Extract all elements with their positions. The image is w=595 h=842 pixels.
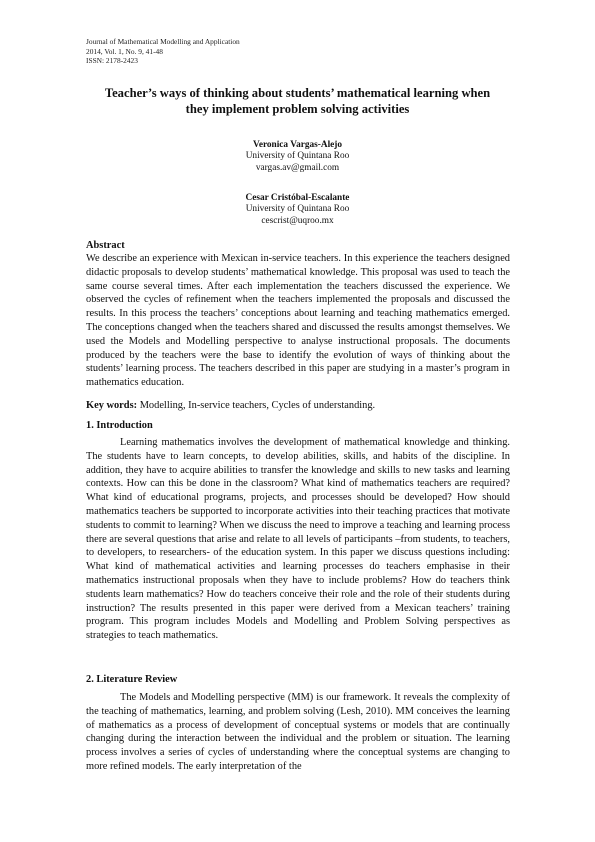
section-heading-literature-review: 2. Literature Review — [86, 674, 178, 685]
paper-title — [60, 86, 535, 117]
journal-issn: ISSN: 2178-2423 — [86, 56, 138, 66]
section-text-literature-review: The Models and Modelling perspective (MM) is our framework. It reveals the complexity of the teaching of mathematics, learning, and problem solving (Lesh, 2010). MM conceives the learning of mathematics as a process of development of conceptual systems or models that are continually changing during the interaction between the individual and the problem or situation. The learning process involves a series of cycles of understanding where the conceptual systems are changing to more refined models. The early interpretation of the — [86, 692, 510, 772]
abstract-heading: Abstract — [86, 240, 125, 251]
author-email[interactable]: vargas.av@gmail.com — [255, 162, 340, 173]
journal-header — [86, 37, 240, 66]
author-block — [100, 193, 495, 227]
keywords — [86, 399, 510, 412]
abstract-text: We describe an experience with Mexican in-service teachers. In this experience the teachers designed didactic proposals to develop students’ mathematical knowledge. This proposal was used to teach the same course several times. After each implementation the teachers discussed the experience. We observed the cycles of refinement when the teachers implemented the proposals and discussed the results. In this process the teachers’ conceptions about learning and teaching mathematics emerged. The conceptions changed when the teachers shared and discussed the results amongst themselves. We used the Models and Modelling perspective to analyse instructional proposals. The documents produced by the teachers were the base to identify the evolution of ways of thinking about the students’ learning process. The teachers described in this paper are studying in a master’s program in mathematics education. — [86, 253, 510, 389]
author-affiliation: University of Quintana Roo — [245, 204, 350, 215]
paper-title-line-2: they implement problem solving activities — [185, 101, 410, 116]
author-name: Cesar Cristóbal-Escalante — [245, 193, 350, 203]
keywords-text: Modelling, In-service teachers, Cycles of understanding. — [137, 400, 376, 411]
journal-volume: 2014, Vol. 1, No. 9, 41-48 — [86, 46, 163, 56]
section-heading-introduction: 1. Introduction — [86, 420, 153, 431]
section-text-introduction: Learning mathematics involves the development of mathematical knowledge and thinking. The students have to learn concepts, to develop abilities, skills, and habits of the discipline. In addition, they have to acquire abilities to transfer the knowledge and skills to new tasks and learning contexts. How can this be done in the classroom? What kind of mathematics teachers are required? What kind of educational programs, projects, and processes should be developed? How should mathematics teachers be supported to incorporate activities into their teaching practices that motivate students to commit to learning? When we discuss the need to improve a teaching and learning process there are several questions that arise and relate to all levels of participants –from students, to teachers, to developers, to researchers- of the education system. In this paper we discuss questions including: What kind of mathematical activities and learning processes do teachers emphasise in their mathematics instructional proposals when they have to include problems? How do teachers think students learn mathematics? How do teachers conceive their role and the role of their students during instruction? The results presented in this paper were derived from a Mexican teachers’ training program. This program includes Models and Modelling and Problem Solving perspectives as strategies to teach mathematics. — [86, 437, 510, 642]
author-block — [100, 140, 495, 174]
keywords-label: Key words: — [86, 400, 138, 411]
author-name: Veronica Vargas-Alejo — [252, 140, 343, 150]
journal-name: Journal of Mathematical Modelling and Application — [86, 37, 240, 46]
author-email[interactable]: cescrist@uqroo.mx — [261, 215, 334, 226]
author-affiliation: University of Quintana Roo — [245, 151, 350, 162]
paper-title-line-1: Teacher’s ways of thinking about students’ mathematical learning when — [104, 86, 491, 100]
